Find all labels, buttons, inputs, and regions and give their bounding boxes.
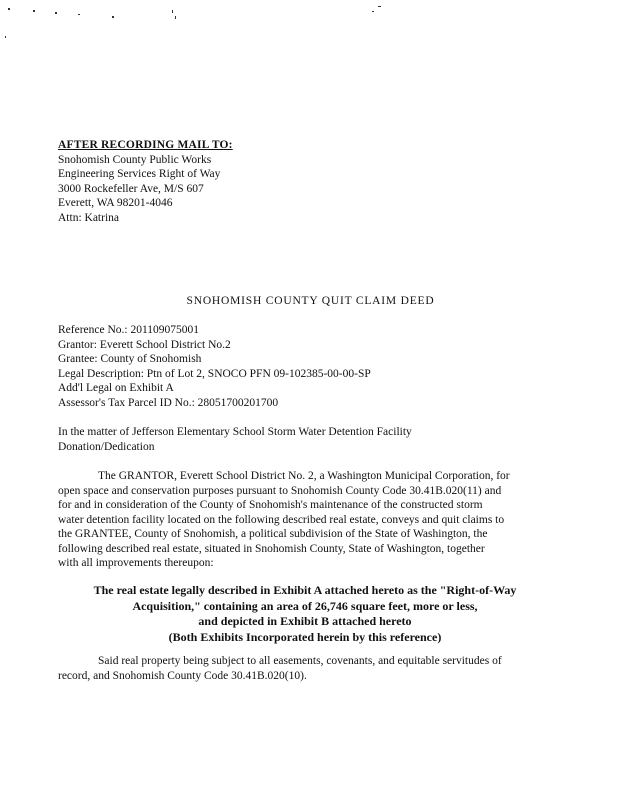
mail-to-block — [58, 138, 233, 225]
scan-speck — [172, 10, 173, 13]
mail-to-line: Attn: Katrina — [58, 211, 119, 224]
scan-speck — [8, 8, 10, 10]
scan-speck — [5, 36, 6, 38]
scan-speck — [378, 6, 381, 7]
reference-info-block — [58, 323, 371, 410]
matter-line: Donation/Dedication — [58, 440, 155, 453]
exhibit-statement — [75, 583, 535, 645]
paragraph-line: record, and Snohomish County Code 30.41B.020(10). — [58, 669, 307, 682]
mail-to-line: Engineering Services Right of Way — [58, 168, 221, 180]
matter-line: In the matter of Jefferson Elementary School Storm Water Detention Facility — [58, 426, 412, 438]
exhibit-line: and depicted in Exhibit B attached hereto — [198, 614, 412, 628]
paragraph-line: water detention facility located on the following described real estate, conveys and quit claims to — [58, 513, 505, 526]
subject-to-paragraph — [58, 654, 548, 683]
mail-to-heading: AFTER RECORDING MAIL TO: — [58, 139, 233, 151]
mail-to-line: 3000 Rockefeller Ave, M/S 607 — [58, 182, 204, 195]
scan-speck — [55, 12, 57, 14]
exhibit-line: Acquisition," containing an area of 26,746 square feet, more or less, — [132, 598, 478, 613]
conveyance-paragraph — [58, 469, 548, 571]
mail-to-line: Snohomish County Public Works — [58, 153, 212, 166]
scan-speck — [112, 16, 114, 18]
paragraph-line: for and in consideration of the County of Snohomish's maintenance of the constructed storm — [58, 499, 483, 511]
paragraph-line: Said real property being subject to all easements, covenants, and equitable servitudes of — [98, 655, 502, 667]
scan-speck — [372, 11, 374, 12]
document-title: SNOHOMISH COUNTY QUIT CLAIM DEED — [186, 295, 435, 307]
grantor: Grantor: Everett School District No.2 — [58, 338, 231, 351]
scan-speck — [175, 16, 176, 19]
scan-speck — [78, 14, 80, 15]
exhibit-line: The real estate legally described in Exhibit A attached hereto as the "Right-of-Way — [93, 583, 517, 597]
reference-number: Reference No.: 201109075001 — [58, 324, 200, 336]
paragraph-line: with all improvements thereupon: — [58, 557, 214, 569]
additional-legal: Add'l Legal on Exhibit A — [58, 382, 174, 394]
matter-block — [58, 425, 412, 454]
grantee: Grantee: County of Snohomish — [58, 353, 202, 365]
exhibit-line: (Both Exhibits Incorporated herein by this reference) — [168, 629, 442, 644]
paragraph-line: The GRANTOR, Everett School District No. 2, a Washington Municipal Corporation, for — [98, 470, 510, 482]
scan-speck — [33, 10, 35, 12]
paragraph-line: the GRANTEE, County of Snohomish, a political subdivision of the State of Washington, the — [58, 528, 488, 540]
legal-description: Legal Description: Ptn of Lot 2, SNOCO PFN 09-102385-00-00-SP — [58, 367, 371, 380]
paragraph-line: open space and conservation purposes pursuant to Snohomish County Code 30.41B.020(11) and — [58, 484, 502, 497]
mail-to-line: Everett, WA 98201-4046 — [58, 197, 173, 209]
tax-parcel-id: Assessor's Tax Parcel ID No.: 28051700201700 — [58, 396, 279, 409]
paragraph-line: following described real estate, situated in Snohomish County, State of Washington, together — [58, 542, 485, 555]
